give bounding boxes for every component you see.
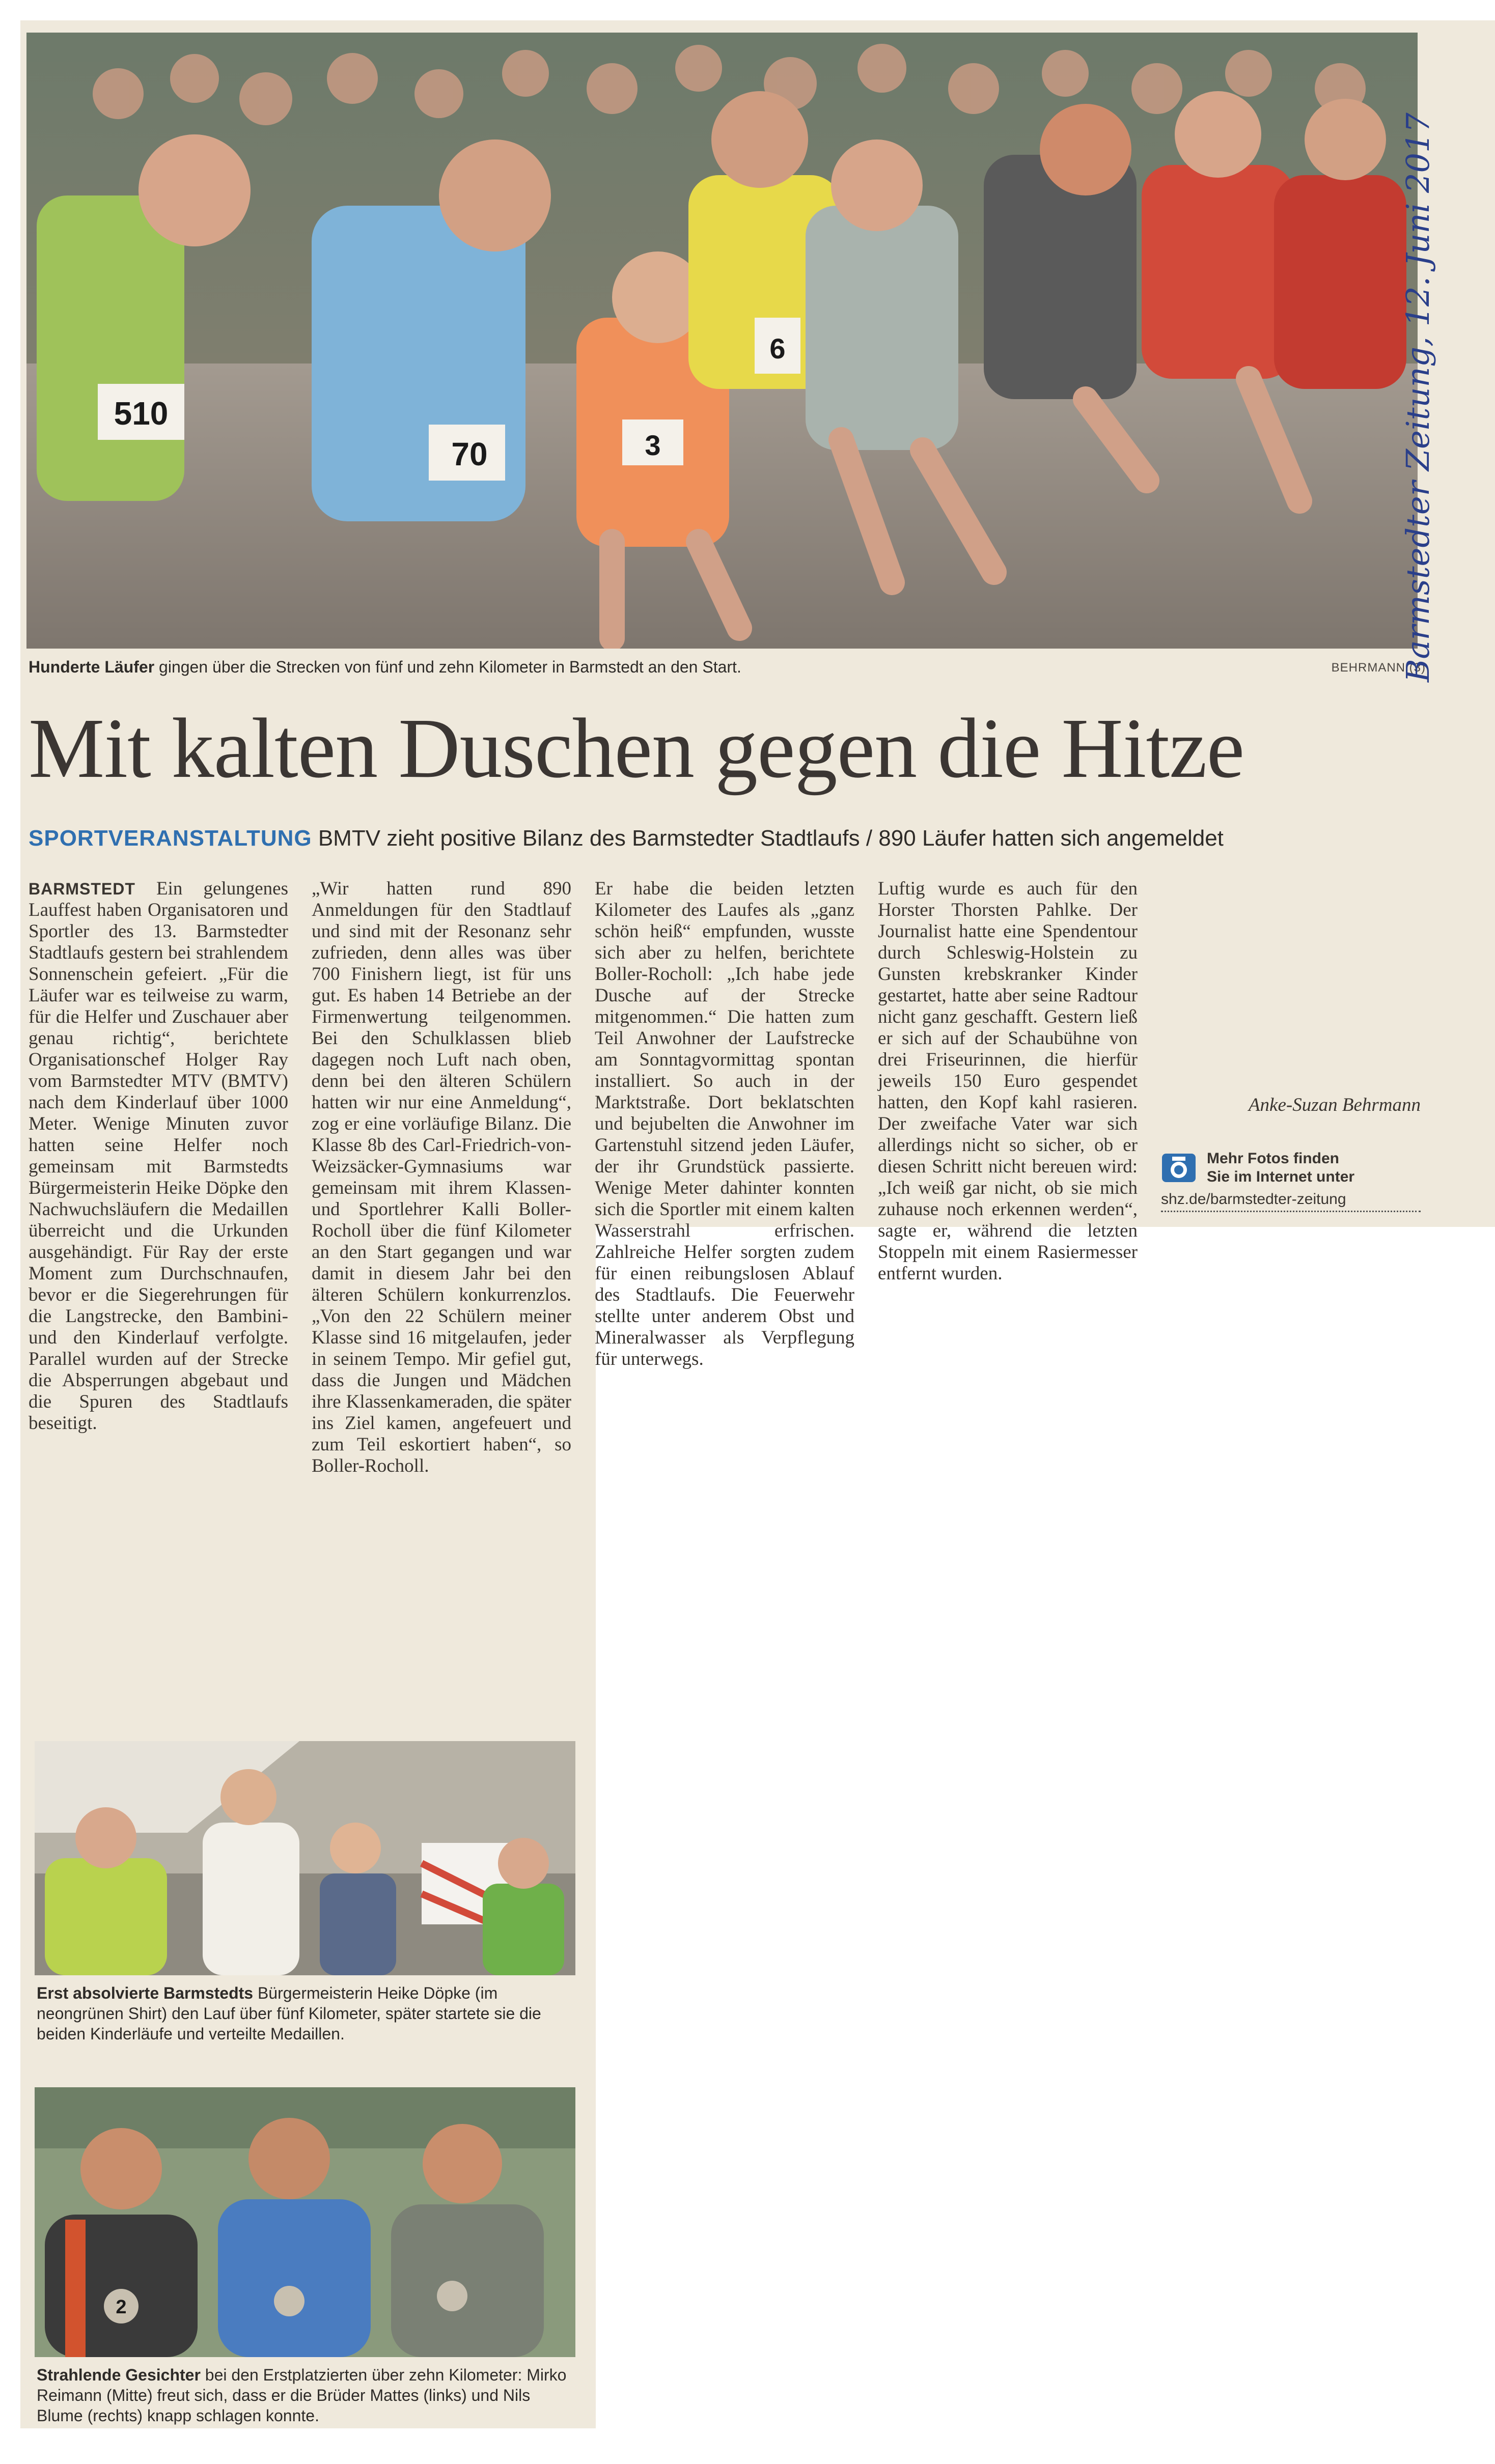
caption-lead: Strahlende Gesichter [37, 2366, 201, 2384]
mayor-photo-caption [37, 1983, 576, 2044]
article-dateline: BARMSTEDT [29, 880, 135, 898]
winners-photo [35, 2087, 575, 2357]
subheadline-text: BMTV zieht positive Bilanz des Barmstedter Stadtlaufs / 890 Läufer hatten sich angemeldet [318, 826, 1224, 851]
caption-lead: Hunderte Läufer [29, 658, 155, 676]
article-subheadline [29, 825, 1424, 852]
bib-number: 510 [114, 395, 169, 432]
camera-icon [1161, 1153, 1197, 1183]
medal-number: 2 [116, 2297, 127, 2318]
runners-start-photo [26, 33, 1418, 649]
bib-number: 70 [451, 436, 488, 472]
main-photo-caption [29, 657, 1251, 677]
article-headline: Mit kalten Duschen gegen die Hitze [29, 701, 1244, 796]
bib-number: 6 [769, 332, 786, 365]
online-box-line2: Sie im Internet unter [1207, 1168, 1355, 1185]
article-column-3 [595, 878, 854, 1370]
article-paragraph: Luftig wurde es auch für den Horster Thorsten Pahlke. Der Journalist hatte eine Spendentour durch Schleswig-Holstein zu Gunsten krebskranker Kinder gestartet, hatte aber seine Radtour nicht ganz geschafft. Gestern ließ er sich auf der Schaubühne von drei Friseurinnen, die hierfür jeweils 150 Euro gespendet hatten, den Kopf kahl rasieren. Der zweifache Vater war sich allerdings nicht so sicher, ob er diesen Schritt nicht bereuen wird: „Ich weiß gar nicht, ob sie mich zuhause noch erkennen werden“, sagte er, während die letzten Stoppeln mit einem Rasiermesser entfernt wurden. [878, 878, 1138, 1284]
online-url-link[interactable]: shz.de/barmstedter-zeitung [1161, 1190, 1421, 1212]
article-column-4 [878, 878, 1138, 1284]
article-byline: Anke-Suzan Behrmann [1248, 1095, 1421, 1115]
handwritten-source-note: Barmstedter Zeitung, 12. Juni 2017 [1399, 113, 1436, 682]
article-paragraph: Ein gelungenes Lauffest haben Organisatoren und Sportler des 13. Barmstedter Stadtlaufs gestern bei strahlendem Sonnenschein gefeiert. „Für die Läufer war es teilweise zu warm, für die Helfer und Zuschauer aber genau richtig“, berichtete Organisationschef Holger Ray vom Barmstedter MTV (BMTV) nach dem Kinderlauf über 1000 Meter. Wenige Minuten zuvor hatten seine Helfer noch gemeinsam mit Barmstedts Bürgermeisterin Heike Döpke den Nachwuchsläufern die Medaillen überreicht und die Urkunden ausgehändigt. Für Ray der erste Moment zum Durchschnaufen, bevor er die Siegerehrungen für die Langstrecke, den Bambini- und den Kinderlauf verfolgte. Parallel wurden auf der Strecke die Absperrungen abgebaut und die Spuren des Stadtlaufs beseitigt. [29, 878, 289, 1434]
caption-text: gingen über die Strecken von fünf und zehn Kilometer in Barmstedt an den Start. [159, 658, 741, 676]
bib-number: 3 [645, 429, 661, 461]
article-column-1 [29, 878, 288, 1434]
photo-credit: BEHRMANN (3) [1331, 661, 1426, 675]
mayor-medals-photo [35, 1741, 575, 1975]
article-paragraph: „Wir hatten rund 890 Anmeldungen für den Stadtlauf und sind mit der Resonanz sehr zufrieden, denn alles was über 700 Finishern liegt, ist für uns gut. Es haben 14 Betriebe an der Firmenwertung teilgenommen. Bei den Schulklassen blieb dagegen noch Luft nach oben, denn bei den älteren Schülern hatten wir nur eine Anmeldung“, zog er eine vorläufige Bilanz. Die Klasse 8b des Carl-Friedrich-von-Weizsäcker-Gymnasiums war gemeinsam mit ihrem Klassen- und Sportlehrer Kalli Boller-Rocholl über die fünf Kilometer an den Start gegangen und war damit in diesem Jahr bei den älteren Schülern konkurrenzlos. „Von den 22 Schülern meiner Klasse sind 16 mitgelaufen, jeder in seinem Tempo. Mir gefiel gut, dass die Jungen und Mädchen ihre Klassenkameraden, die später ins Ziel kamen, angefeuert und zum Teil eskortiert haben“, so Boller-Rocholl. [312, 878, 571, 1476]
caption-text: bei den Erstplatzierten über zehn Kilometer: Mirko Reimann (Mitte) freut sich, dass er die Brüder Mattes (links) und Nils Blume (rechts) knapp schlagen konnte. [37, 2366, 567, 2425]
article-column-2 [312, 878, 571, 1477]
article-kicker: SPORTVERANSTALTUNG [29, 826, 312, 851]
caption-lead: Erst absolvierte Barmstedts [37, 1984, 254, 2002]
caption-text: Bürgermeisterin Heike Döpke (im neongrünen Shirt) den Lauf über fünf Kilometer, später startete sie die beiden Kinderläufe und verteilte Medaillen. [37, 1984, 541, 2043]
winners-photo-caption [37, 2365, 576, 2426]
more-photos-box [1161, 1145, 1421, 1212]
article-paragraph: Er habe die beiden letzten Kilometer des Laufes als „ganz schön heiß“ empfunden, wusste sich aber zu helfen, berichtete Boller-Rocholl: „Ich habe jede Dusche auf der Strecke mitgenommen.“ Die hatten zum Teil Anwohner der Laufstrecke am Sonntagvormittag spontan installiert. So auch in der Marktstraße. Dort beklatschten und bejubelten die Anwohner im Gartenstuhl sitzend jeden Läufer, der ihr Grundstück passierte. Wenige Meter dahinter konnten sich die Sportler mit einem kalten Wasserstrahl erfrischen. Zahlreiche Helfer sorgten zudem für einen reibungslosen Ablauf des Stadtlaufs. Die Feuerwehr stellte unter anderem Obst und Mineralwasser als Verpflegung für unterwegs. [595, 878, 854, 1369]
online-box-line1: Mehr Fotos finden [1207, 1150, 1339, 1167]
